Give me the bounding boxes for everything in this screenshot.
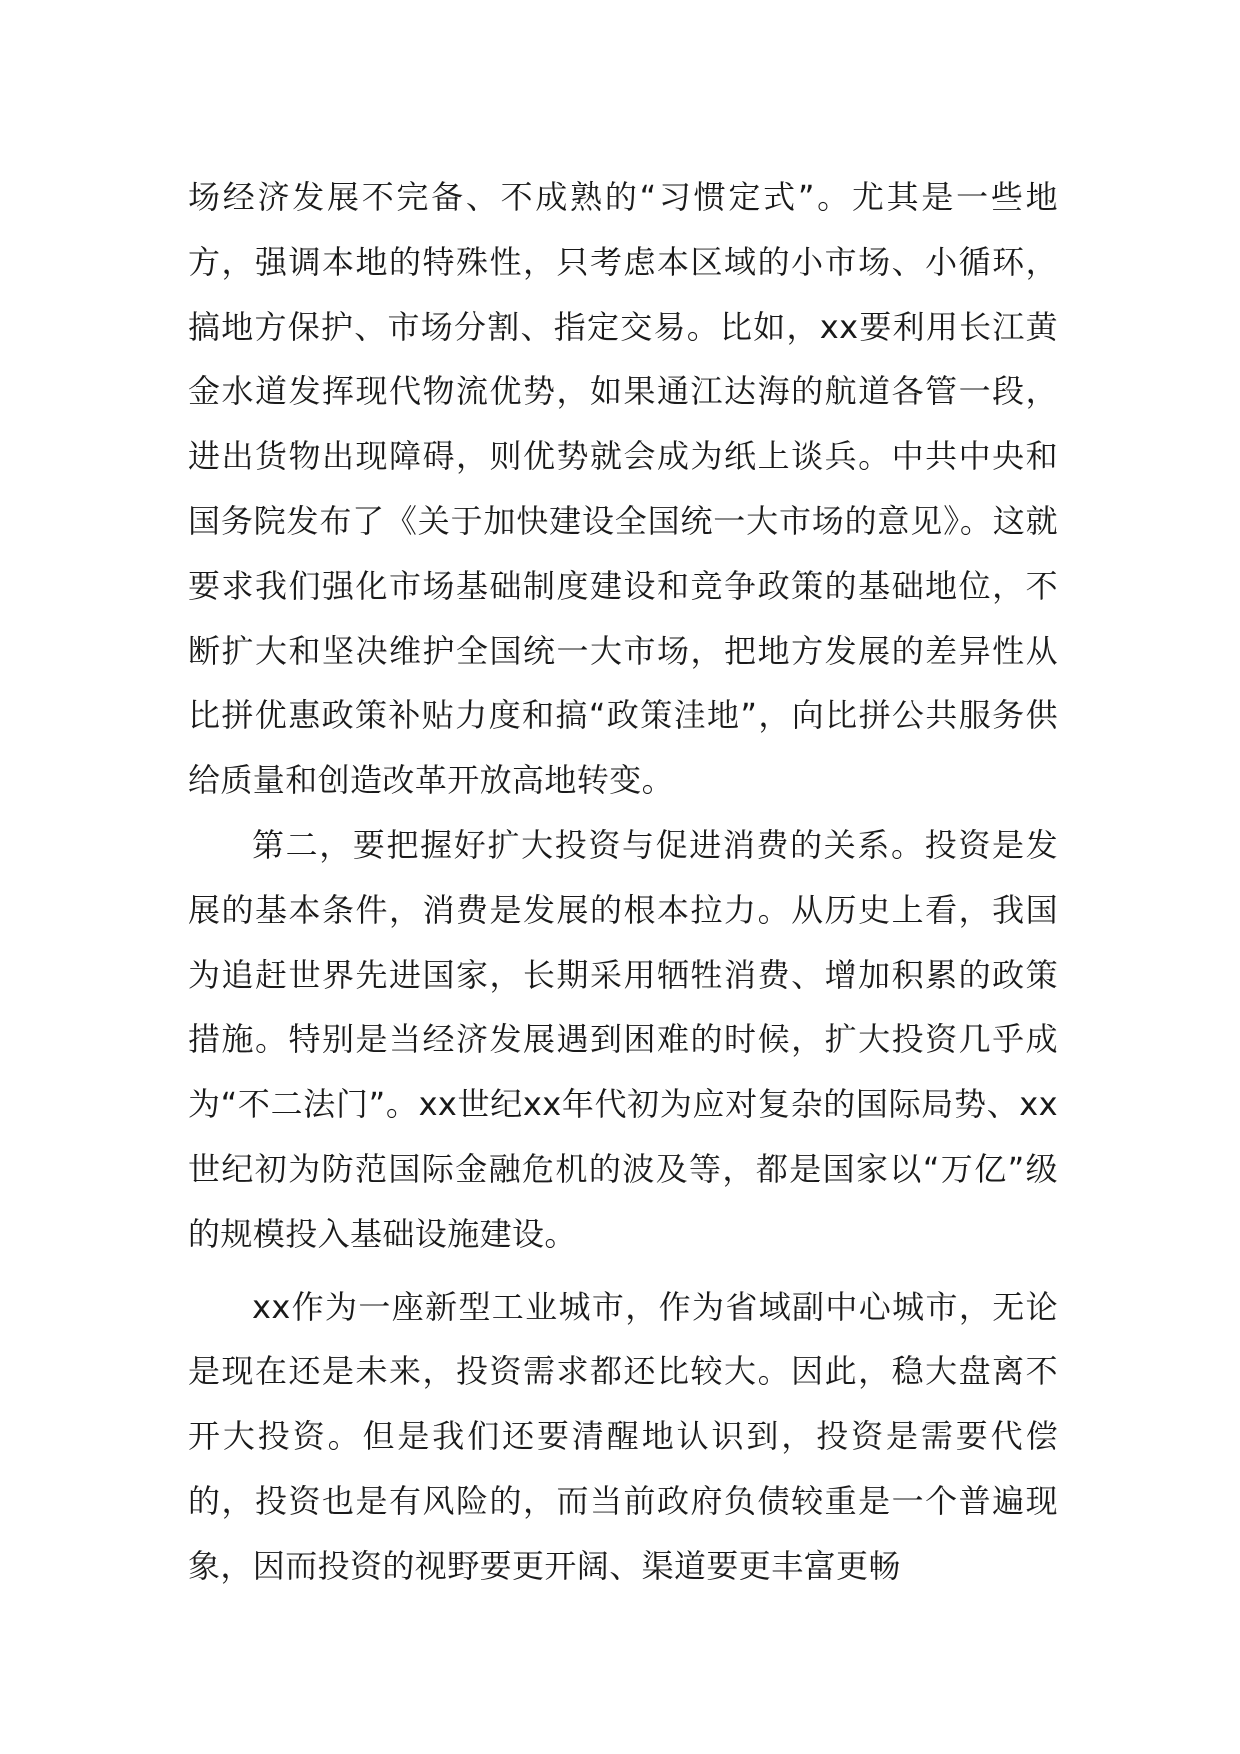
paragraph-1: 场经济发展不完备、不成熟的“习惯定式”。尤其是一些地方，强调本地的特殊性，只考虑本区域的小市场、小循环，搞地方保护、市场分割、指定交易。比如，xx要利用长江黄金水道发挥现代物流优势，如果通江达海的航道各管一段，进出货物出现障碍，则优势就会成为纸上谈兵。中共中央和国务院发布了《关于加快建设全国统一大市场的意见》。这就要求我们强化市场基础制度建设和竞争政策的基础地位，不断扩大和坚决维护全国统一大市场，把地方发展的差异性从比拼优惠政策补贴力度和搞“政策洼地”，向比拼公共服务供给质量和创造改革开放高地转变。 xyxy=(188,178,1058,800)
paragraph-2: 第二，要把握好扩大投资与促进消费的关系。投资是发展的基本条件，消费是发展的根本拉力。从历史上看，我国为追赶世界先进国家，长期采用牺牲消费、增加积累的政策措施。特别是当经济发展遇到困难的时候，扩大投资几乎成为“不二法门”。xx世纪xx年代初为应对复杂的国际局势、xx世纪初为防范国际金融危机的波及等，都是国家以“万亿”级的规模投入基础设施建设。 xyxy=(188,825,1058,1253)
document-body xyxy=(188,165,1058,1599)
paragraph-3: xx作为一座新型工业城市，作为省域副中心城市，无论是现在还是未来，投资需求都还比较大。因此，稳大盘离不开大投资。但是我们还要清醒地认识到，投资是需要代偿的，投资也是有风险的，而当前政府负债较重是一个普遍现象，因而投资的视野要更开阔、渠道要更丰富更畅 xyxy=(188,1287,1058,1585)
